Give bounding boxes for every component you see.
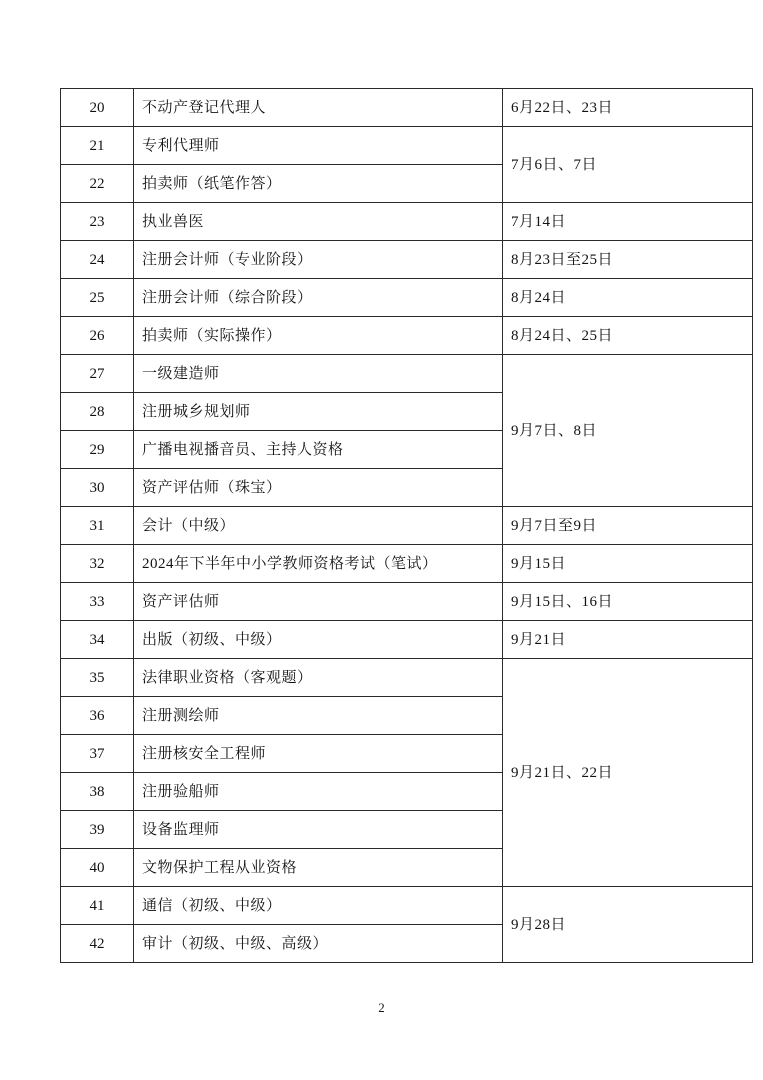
row-index-cell: 27 [61,355,134,393]
table-row [61,203,753,241]
exam-schedule-table [60,88,753,963]
row-index-cell: 31 [61,507,134,545]
row-index-cell: 40 [61,849,134,887]
exam-date-cell: 9月21日 [503,621,753,659]
row-index-cell: 20 [61,89,134,127]
table-row [61,241,753,279]
row-index-cell: 38 [61,773,134,811]
row-index-cell: 34 [61,621,134,659]
exam-name-cell: 法律职业资格（客观题） [134,659,503,697]
table-body [61,89,753,963]
exam-name-cell: 注册城乡规划师 [134,393,503,431]
exam-date-cell: 9月7日至9日 [503,507,753,545]
exam-name-cell: 出版（初级、中级） [134,621,503,659]
exam-name-cell: 注册会计师（综合阶段） [134,279,503,317]
row-index-cell: 41 [61,887,134,925]
exam-date-cell: 8月24日、25日 [503,317,753,355]
exam-date-cell: 9月15日 [503,545,753,583]
exam-name-cell: 文物保护工程从业资格 [134,849,503,887]
row-index-cell: 42 [61,925,134,963]
row-index-cell: 32 [61,545,134,583]
row-index-cell: 30 [61,469,134,507]
table-row [61,355,753,393]
row-index-cell: 21 [61,127,134,165]
table-row [61,887,753,925]
exam-name-cell: 不动产登记代理人 [134,89,503,127]
exam-date-cell: 8月24日 [503,279,753,317]
exam-name-cell: 审计（初级、中级、高级） [134,925,503,963]
table-row [61,89,753,127]
exam-name-cell: 执业兽医 [134,203,503,241]
table-row [61,659,753,697]
exam-date-cell: 9月15日、16日 [503,583,753,621]
table-row [61,279,753,317]
exam-name-cell: 2024年下半年中小学教师资格考试（笔试） [134,545,503,583]
exam-date-cell: 9月21日、22日 [503,659,753,887]
row-index-cell: 26 [61,317,134,355]
exam-name-cell: 通信（初级、中级） [134,887,503,925]
exam-name-cell: 一级建造师 [134,355,503,393]
row-index-cell: 37 [61,735,134,773]
row-index-cell: 33 [61,583,134,621]
row-index-cell: 25 [61,279,134,317]
row-index-cell: 23 [61,203,134,241]
exam-date-cell: 7月6日、7日 [503,127,753,203]
exam-name-cell: 注册核安全工程师 [134,735,503,773]
exam-name-cell: 会计（中级） [134,507,503,545]
exam-date-cell: 6月22日、23日 [503,89,753,127]
exam-date-cell: 9月7日、8日 [503,355,753,507]
exam-name-cell: 设备监理师 [134,811,503,849]
row-index-cell: 35 [61,659,134,697]
exam-date-cell: 7月14日 [503,203,753,241]
table-row [61,127,753,165]
exam-name-cell: 注册会计师（专业阶段） [134,241,503,279]
exam-name-cell: 广播电视播音员、主持人资格 [134,431,503,469]
row-index-cell: 24 [61,241,134,279]
exam-date-cell: 8月23日至25日 [503,241,753,279]
row-index-cell: 22 [61,165,134,203]
exam-name-cell: 注册测绘师 [134,697,503,735]
row-index-cell: 36 [61,697,134,735]
row-index-cell: 39 [61,811,134,849]
exam-name-cell: 注册验船师 [134,773,503,811]
table-row [61,621,753,659]
table-row [61,507,753,545]
exam-name-cell: 拍卖师（纸笔作答） [134,165,503,203]
exam-name-cell: 资产评估师 [134,583,503,621]
table-row [61,545,753,583]
table-row [61,317,753,355]
table-row [61,583,753,621]
page-number: 2 [378,1000,385,1015]
row-index-cell: 29 [61,431,134,469]
exam-date-cell: 9月28日 [503,887,753,963]
exam-name-cell: 资产评估师（珠宝） [134,469,503,507]
exam-name-cell: 专利代理师 [134,127,503,165]
row-index-cell: 28 [61,393,134,431]
exam-name-cell: 拍卖师（实际操作） [134,317,503,355]
